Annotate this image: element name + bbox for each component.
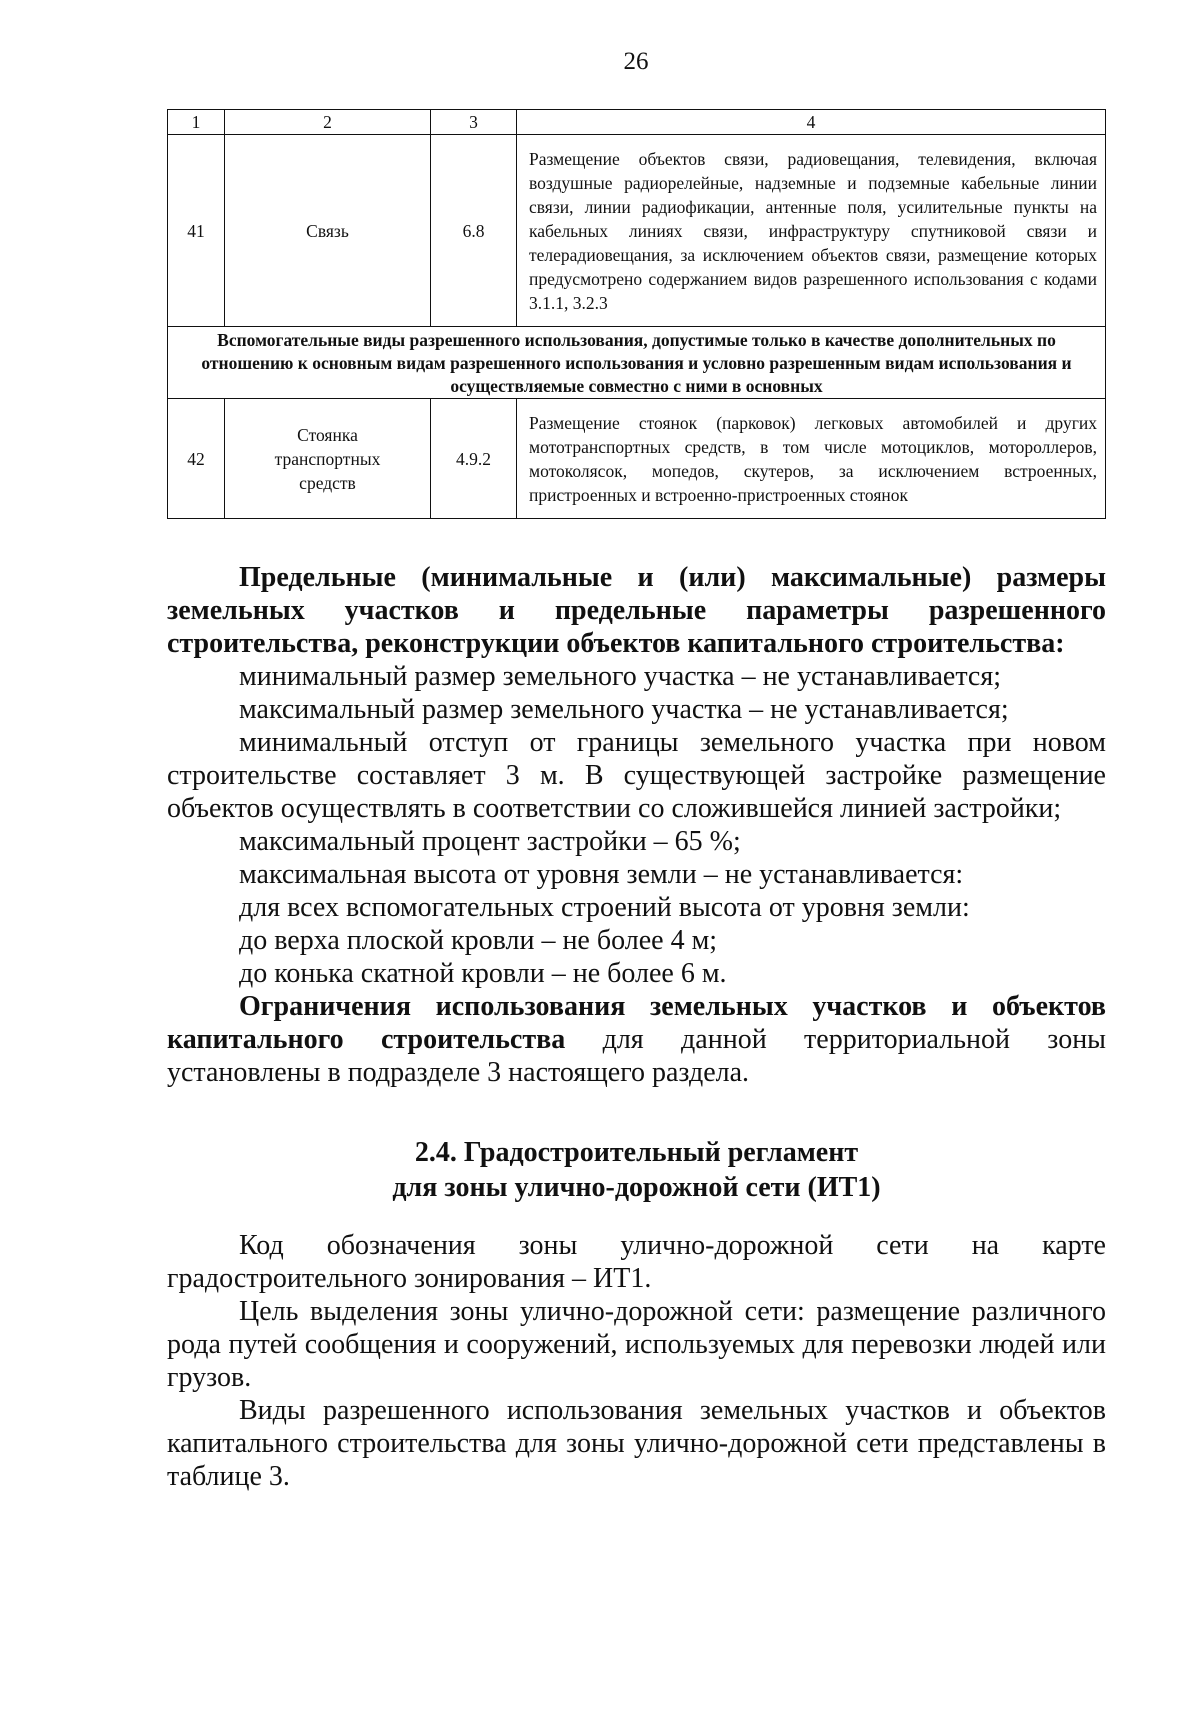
permitted-use-table — [167, 109, 1106, 519]
auxiliary-uses-subheader-text: Вспомогательные виды разрешенного использования, допустимые только в качестве дополнительных по отношению к основным видам разрешенного использования и условно разрешенным видам использования и осуществляемые совместно с ними в основных — [201, 329, 1072, 396]
table-header-row — [168, 110, 1106, 135]
section-title-line: для зоны улично-дорожной сети (ИТ1) — [392, 1172, 881, 1203]
limit-item: минимальный отступ от границы земельного участка при новом строительстве составляет 3 м. В существующей застройке размещение объектов осуществлять в соответствии со сложившейся линией застройки; — [167, 727, 1106, 824]
limit-item: максимальный размер земельного участка – не устанавливается; — [239, 694, 1009, 725]
use-code: 6.8 — [431, 135, 517, 327]
table-row — [168, 135, 1106, 327]
restrictions-paragraph — [167, 990, 1106, 1089]
table-row — [168, 399, 1106, 519]
restrictions-bold-text: Ограничения использования земельных участков и объектов капитального строительства — [167, 991, 1106, 1055]
zone-purpose-paragraph: Цель выделения зоны улично-дорожной сети: размещение различного рода путей сообщения и сооружений, используемых для перевозки людей или грузов. — [167, 1296, 1106, 1393]
limit-item: до конька скатной кровли – не более 6 м. — [239, 958, 727, 989]
row-number: 42 — [168, 399, 225, 519]
use-name: Связь — [225, 135, 431, 327]
limits-heading: Предельные (минимальные и (или) максимальные) размеры земельных участков и предельные параметры разрешенного строительства, реконструкции объектов капитального строительства: — [167, 562, 1106, 659]
document-body — [167, 561, 1106, 1493]
section-title-line: 2.4. Градостроительный регламент — [414, 1137, 859, 1168]
limit-item: максимальная высота от уровня земли – не устанавливается: — [239, 859, 964, 890]
header-col-1: 1 — [168, 110, 225, 135]
use-description: Размещение стоянок (парковок) легковых автомобилей и других мототранспортных средств, в том числе мотоциклов, мотороллеров, мотоколясок, мопедов, скутеров, за исключением встроенных, пристроенных и встроенно-пристроенных стоянок — [517, 399, 1106, 519]
use-name — [225, 399, 431, 519]
restrictions-text: для данной территориальной зоны установлены в подразделе 3 настоящего раздела. — [167, 1024, 1106, 1088]
header-col-4: 4 — [517, 110, 1106, 135]
page-number: 26 — [623, 48, 649, 75]
limit-item: до верха плоской кровли – не более 4 м; — [239, 925, 718, 956]
use-description: Размещение объектов связи, радиовещания, телевидения, включая воздушные радиорелейные, надземные и подземные кабельные линии связи, линии радиофикации, антенные поля, усилительные пункты на кабельных линиях связи, инфраструктуру спутниковой связи и телерадиовещания, за исключением объектов связи, размещение которых предусмотрено содержанием видов разрешенного использования с кодами 3.1.1, 3.2.3 — [517, 135, 1106, 327]
limit-item: минимальный размер земельного участка – не устанавливается; — [239, 661, 1002, 692]
auxiliary-uses-subheader — [168, 327, 1106, 399]
header-col-2: 2 — [225, 110, 431, 135]
use-name-line: транспортных — [274, 448, 381, 469]
section-title — [167, 1135, 1106, 1205]
row-number: 41 — [168, 135, 225, 327]
zone-code-paragraph: Код обозначения зоны улично-дорожной сети на карте градостроительного зонирования – ИТ1. — [167, 1230, 1106, 1294]
limit-item: максимальный процент застройки – 65 %; — [239, 826, 741, 857]
zone-uses-paragraph: Виды разрешенного использования земельных участков и объектов капитального строительства для зоны улично-дорожной сети представлены в таблице 3. — [167, 1395, 1106, 1492]
limit-item: для всех вспомогательных строений высота от уровня земли: — [239, 892, 970, 923]
use-name-line: Стоянка — [297, 424, 358, 445]
use-code: 4.9.2 — [431, 399, 517, 519]
use-name-line: средств — [299, 472, 356, 493]
table-subheader-row — [168, 327, 1106, 399]
header-col-3: 3 — [431, 110, 517, 135]
